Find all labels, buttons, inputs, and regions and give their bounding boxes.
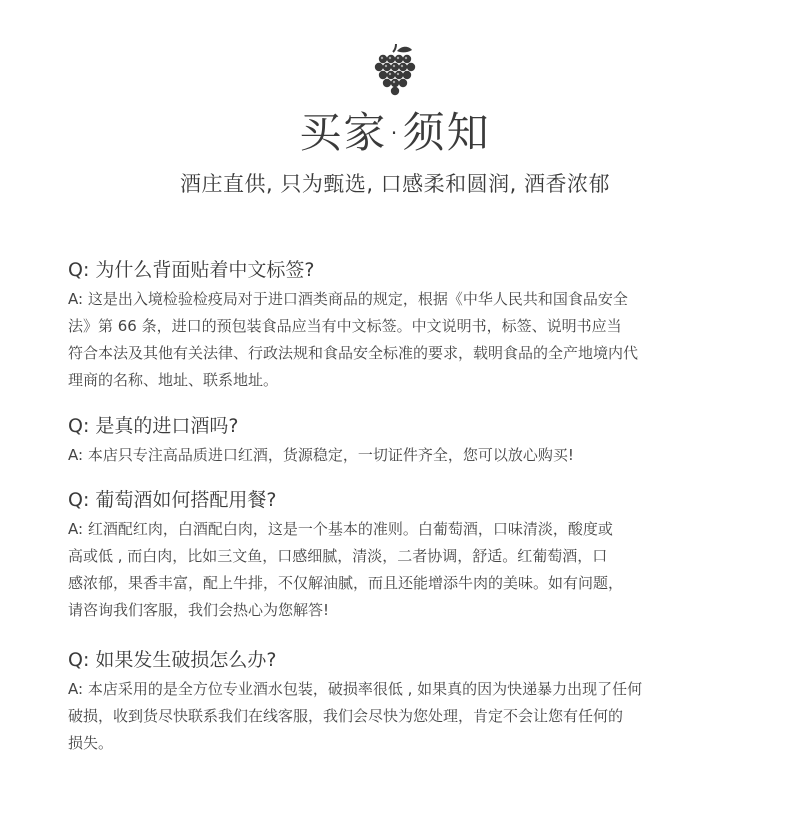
faq-answer: A: 这是出入境检验检疫局对于进口酒类商品的规定，根据《中华人民共和国食品安全 法》第 66 条，进口的预包装食品应当有中文标签。中文说明书，标签、说明书应当 符合本法及其他有关法律、行政法规和食品安全标准的要求，载明食品的全产地境内代 理商的名称、地址、联系地址。 xyxy=(68,290,639,389)
faq-answer: A: 红酒配红肉，白酒配白肉，这是一个基本的准则。白葡萄酒，口味清淡，酸度或 高或低 , 而白肉，比如三文鱼，口感细腻，清淡，二者协调，舒适。红葡萄酒，口 感浓郁，果香丰富，配上牛排，不仅解油腻，而且还能增添牛肉的美味。如有问题， 请咨询我们客服，我们会热心为您解答! xyxy=(68,520,624,619)
page-subtitle: 酒庄直供, 只为甄选, 口感柔和圆润, 酒香浓郁 xyxy=(179,172,611,196)
faq-item xyxy=(68,412,728,469)
grape-icon xyxy=(374,42,418,96)
page-title: 买家·须知 xyxy=(299,108,491,157)
faq-answer: A: 本店采用的是全方位专业酒水包装，破损率很低 , 如果真的因为快递暴力出现了任何 破损，收到货尽快联系我们在线客服，我们会尽快为您处理，肯定不会让您有任何的 损失。 xyxy=(68,680,643,752)
faq-question: Q: 为什么背面贴着中文标签? xyxy=(68,259,315,281)
faq-question: Q: 是真的进口酒吗? xyxy=(68,415,239,437)
faq-question: Q: 如果发生破损怎么办? xyxy=(68,649,277,671)
faq-item xyxy=(68,646,728,757)
faq-question: Q: 葡萄酒如何搭配用餐? xyxy=(68,489,277,511)
faq-answer: A: 本店只专注高品质进口红酒，货源稳定，一切证件齐全，您可以放心购买! xyxy=(68,446,574,464)
faq-item xyxy=(68,256,728,394)
faq-item xyxy=(68,486,728,624)
